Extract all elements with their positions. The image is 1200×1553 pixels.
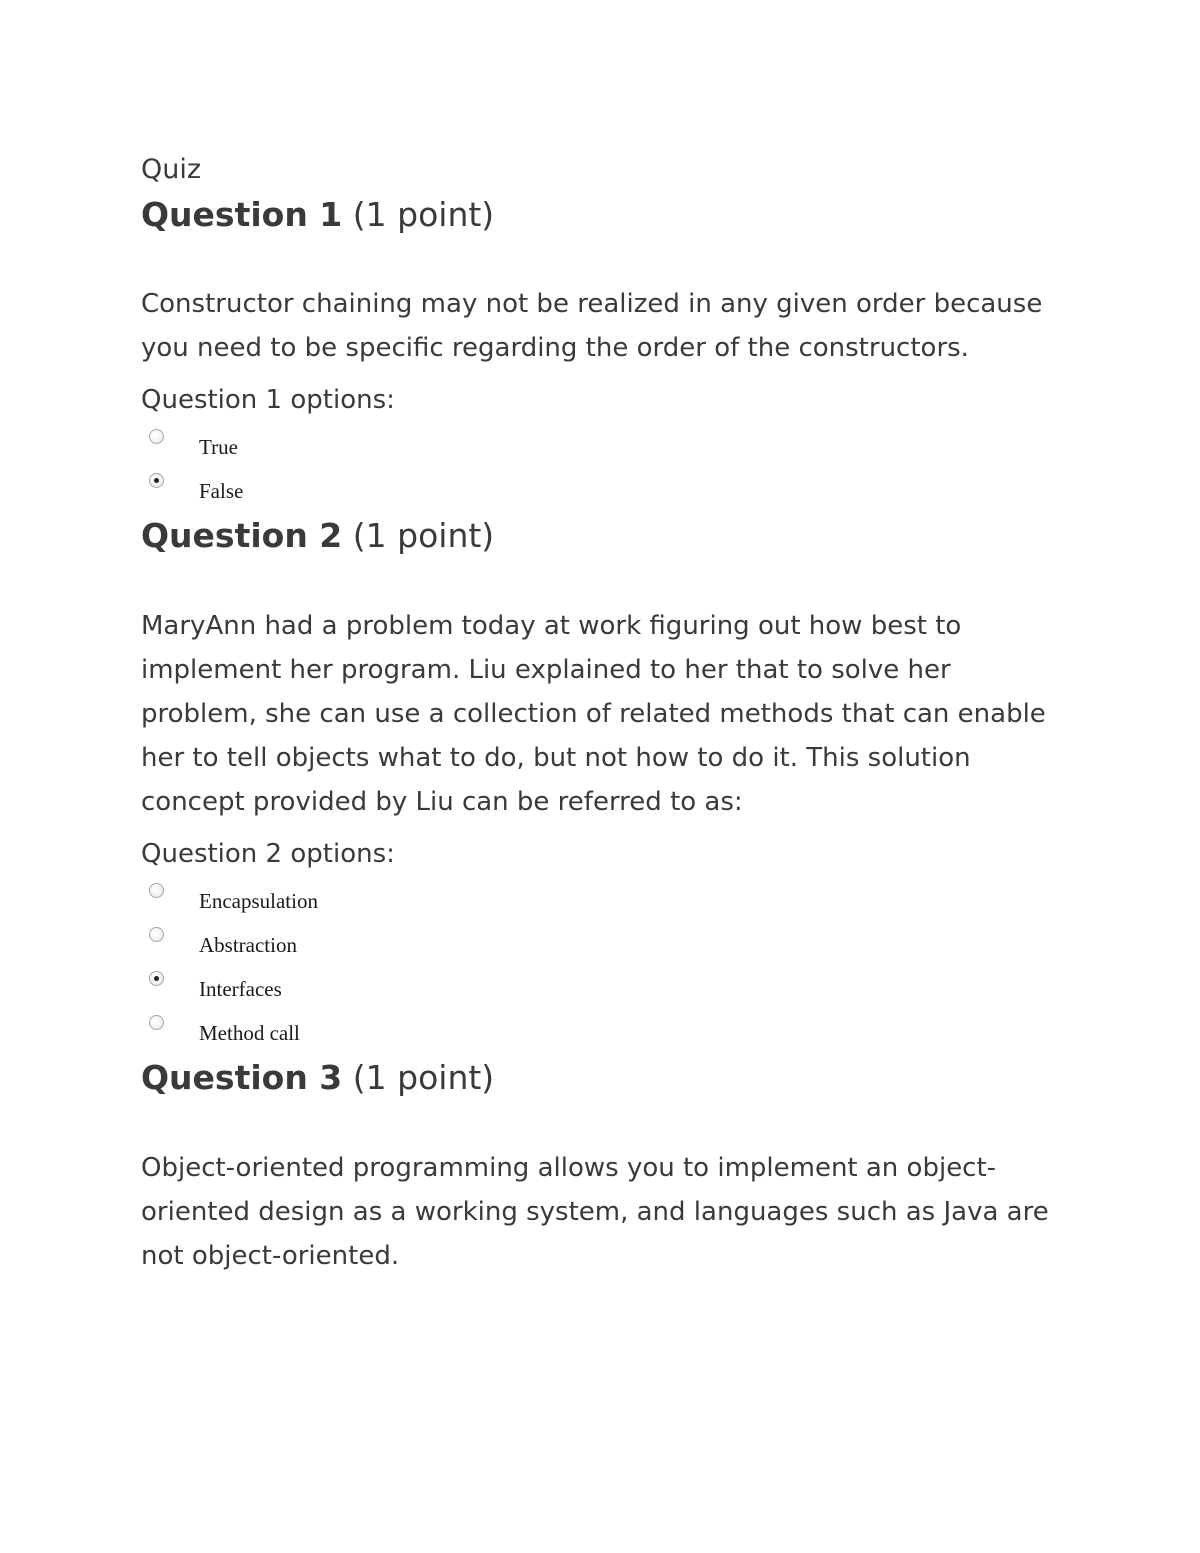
question-2-option-interfaces[interactable]: [141, 977, 1061, 1021]
question-1-text: Constructor chaining may not be realized in any given order because you need to be specific regarding the order of the constructors.: [141, 289, 1043, 363]
question-2-options-label: Question 2 options:: [141, 839, 395, 869]
option-label[interactable]: Interfaces: [199, 977, 282, 1001]
option-label[interactable]: True: [199, 435, 238, 459]
question-1: [141, 193, 1061, 523]
option-label[interactable]: Abstraction: [199, 933, 297, 957]
question-1-options-label: Question 1 options:: [141, 385, 395, 415]
quiz-title: Quiz: [141, 154, 202, 185]
radio-button[interactable]: [149, 927, 164, 942]
radio-button[interactable]: [149, 429, 164, 444]
question-3-text: Object-oriented programming allows you to implement an object-oriented design as a working system, and languages such as Java are not object-oriented.: [141, 1153, 1049, 1271]
quiz-page: [141, 150, 1061, 1278]
question-2-number: Question 2: [141, 516, 343, 555]
question-2-option-abstraction[interactable]: [141, 933, 1061, 977]
question-1-option-false[interactable]: [141, 479, 1061, 523]
option-label[interactable]: Method call: [199, 1021, 300, 1045]
question-3: [141, 1056, 1061, 1278]
question-2-option-method-call[interactable]: [141, 1021, 1061, 1065]
question-3-points: (1 point): [352, 1058, 495, 1097]
question-2-text: MaryAnn had a problem today at work figuring out how best to implement her program. Liu explained to her that to solve her problem, she can use a collection of related methods that can enable her to tell objects what to do, but not how to do it. This solution concept provided by Liu can be referred to as:: [141, 611, 1046, 817]
option-label[interactable]: Encapsulation: [199, 889, 318, 913]
question-2-points: (1 point): [352, 516, 495, 555]
question-2-option-encapsulation[interactable]: [141, 889, 1061, 933]
question-1-heading: [141, 193, 1061, 237]
radio-button-selected[interactable]: [149, 473, 164, 488]
question-1-options: [141, 435, 1061, 523]
question-3-number: Question 3: [141, 1058, 343, 1097]
question-1-number: Question 1: [141, 195, 343, 234]
radio-button[interactable]: [149, 883, 164, 898]
question-2-options: [141, 889, 1061, 1065]
option-label[interactable]: False: [199, 479, 244, 503]
radio-button[interactable]: [149, 1015, 164, 1030]
question-1-points: (1 point): [352, 195, 495, 234]
question-2: [141, 514, 1061, 1065]
radio-button-selected[interactable]: [149, 971, 164, 986]
question-1-option-true[interactable]: [141, 435, 1061, 479]
